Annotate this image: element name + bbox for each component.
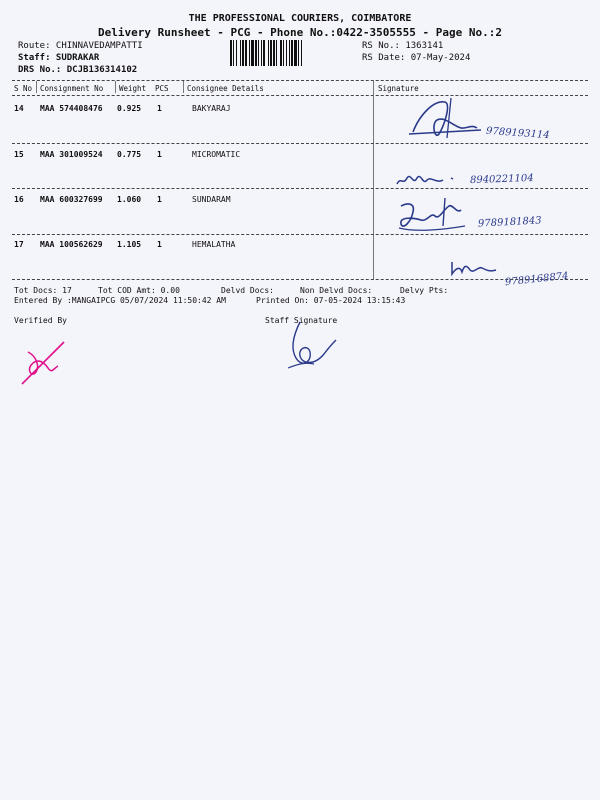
row-sno: 17	[14, 240, 24, 249]
col-consignee: Consignee Details	[187, 84, 264, 93]
col-signature: Signature	[378, 84, 419, 93]
row-pcs: 1	[157, 195, 162, 204]
route-label: Route: CHINNAVEDAMPATTI	[18, 41, 143, 51]
row-pcs: 1	[157, 150, 162, 159]
col-divider	[115, 81, 116, 93]
consignee-signature	[448, 258, 508, 280]
tot-docs: Tot Docs: 17	[14, 286, 72, 295]
rs-date: RS Date: 07-May-2024	[362, 53, 471, 63]
verifier-signature	[18, 338, 70, 390]
row-sno: 14	[14, 104, 24, 113]
row-pcs: 1	[157, 104, 162, 113]
row-rule	[12, 188, 588, 189]
row-consignment: MAA 301009524	[40, 150, 103, 159]
col-divider	[36, 81, 37, 93]
row-consignee: SUNDARAM	[192, 195, 231, 204]
drs-number: DRS No.: DCJB136314102	[18, 65, 138, 75]
row-sno: 15	[14, 150, 24, 159]
verified-by-label: Verified By	[14, 316, 67, 325]
delvy-pts: Delvy Pts:	[400, 286, 449, 295]
non-delvd-docs: Non Delvd Docs:	[300, 286, 373, 295]
col-pcs: PCS	[155, 84, 169, 93]
table-top-rule	[12, 80, 588, 81]
barcode	[230, 40, 356, 66]
runsheet-subtitle: Delivery Runsheet - PCG - Phone No.:0422-3505555 - Page No.:2	[98, 26, 502, 39]
row-consignee: MICROMATIC	[192, 150, 241, 159]
row-consignee: BAKYARAJ	[192, 104, 231, 113]
row-sno: 16	[14, 195, 24, 204]
delvd-docs: Delvd Docs:	[221, 286, 274, 295]
entered-by: Entered By :MANGAIPCG 05/07/2024 11:50:42 AM	[14, 296, 226, 305]
rs-number: RS No.: 1363141	[362, 41, 444, 51]
staff-label: Staff: SUDRAKAR	[18, 53, 100, 63]
col-weight: Weight	[119, 84, 147, 93]
header-bottom-rule	[12, 95, 588, 96]
handwritten-phone: 8940221104	[469, 172, 534, 187]
company-title: THE PROFESSIONAL COURIERS, COIMBATORE	[188, 13, 412, 24]
signature-column-divider	[373, 81, 374, 280]
row-weight: 1.105	[117, 240, 142, 249]
row-pcs: 1	[157, 240, 162, 249]
row-rule	[12, 143, 588, 144]
row-consignment: MAA 600327699	[40, 195, 103, 204]
row-consignment: MAA 574408476	[40, 104, 103, 113]
row-rule	[12, 234, 588, 235]
handwritten-phone: 9789181843	[477, 215, 542, 230]
handwritten-phone: 9789168874	[504, 270, 570, 289]
staff-signature-label: Staff Signature	[265, 316, 338, 325]
printed-on: Printed On: 07-05-2024 13:15:43	[256, 296, 406, 305]
row-weight: 0.925	[117, 104, 142, 113]
staff-signature	[284, 318, 340, 374]
consignee-signature	[405, 94, 485, 144]
row-weight: 0.775	[117, 150, 142, 159]
row-consignee: HEMALATHA	[192, 240, 236, 249]
col-sno: S No	[14, 84, 33, 93]
consignee-signature	[393, 170, 473, 192]
col-divider	[183, 81, 184, 93]
row-consignment: MAA 100562629	[40, 240, 103, 249]
col-consignment: Consignment No	[40, 84, 104, 93]
tot-cod-amount: Tot COD Amt: 0.00	[98, 286, 180, 295]
row-weight: 1.060	[117, 195, 142, 204]
handwritten-phone: 9789193114	[485, 125, 550, 142]
consignee-signature	[395, 196, 475, 240]
